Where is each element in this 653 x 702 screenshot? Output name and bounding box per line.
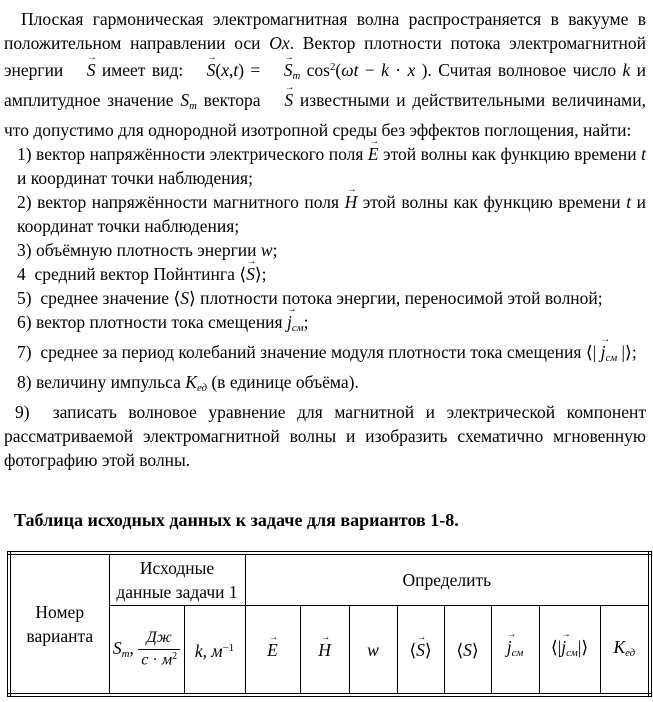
fraction-denominator: $с \cdot м^2$ bbox=[141, 650, 178, 669]
header-k-units: k, $м^{-1}$ bbox=[184, 606, 245, 696]
task-item: 2) вектор напряжённости магнитного поля H → этой волны как функцию времени t и координат точки наблюдения; bbox=[17, 190, 646, 238]
task-item-number: 6) bbox=[17, 312, 36, 333]
header-sm-units bbox=[109, 606, 184, 696]
header-variant-number: Номер варианта bbox=[9, 553, 109, 695]
header-impulse: Kед bbox=[600, 606, 650, 696]
task-item: 4 средний вектор Пойнтинга ⟨S →⟩; bbox=[17, 262, 646, 286]
task-item-number: 1) bbox=[17, 144, 37, 165]
fraction-numerator: Дж bbox=[138, 629, 180, 650]
table-title: Таблица исходных данных к задаче для вариантов 1-8. bbox=[14, 510, 459, 531]
header-e-vector: E → bbox=[245, 606, 300, 696]
task-item: 9) записать волновое уравнение для магнитной и электрической компонент рассматриваемой электромагнитной волны и изобразить схематично мгновенную фотографию этой волны. bbox=[4, 402, 647, 471]
task-item: 5) среднее значение ⟨S⟩ плотности потока энергии, переносимой этой волной; bbox=[17, 288, 603, 309]
task-item: 3) объёмную плотность энергии w; bbox=[17, 240, 278, 261]
task-item: 8) величину импульса Kед (в единице объёма). bbox=[17, 372, 359, 395]
task-list bbox=[4, 142, 646, 472]
problem-statement: Плоская гармоническая электромагнитная волна распространяется в вакууме в положительном направлении оси Ox. Вектор плотности потока электромагнитной энергии S → имеет вид: S →(x,t) = S →m $\cos^2(\omega t - k \cdot x$ ). Считая волновое число k и амплитудное значение Sm вектора S → известными и действительными величинами, что допустимо для однородной изотропной среды без эффектов поглощения, найти: bbox=[4, 7, 646, 142]
task-item-number: 9) bbox=[15, 402, 53, 423]
header-h-vector: H → bbox=[300, 606, 349, 696]
task-item-number: 3) bbox=[17, 240, 36, 261]
header-source-data-group: Исходные данные задачи 1 bbox=[109, 553, 245, 606]
task-item-number: 4 bbox=[17, 264, 35, 285]
header-displacement-current: j →см bbox=[491, 606, 539, 696]
task-item-number: 2) bbox=[17, 192, 38, 213]
task-item: 6) вектор плотности тока смещения j →см; bbox=[17, 310, 646, 340]
header-energy-density: w bbox=[349, 606, 397, 696]
data-table bbox=[7, 551, 652, 697]
task-item-number: 8) bbox=[17, 372, 36, 393]
header-mean-flux: ⟨S⟩ bbox=[444, 606, 491, 696]
task-item-number: 5) bbox=[17, 288, 41, 309]
header-mean-poynting-vector: ⟨S →⟩ bbox=[397, 606, 444, 696]
header-determine-group: Определить bbox=[245, 553, 650, 606]
task-item-number: 7) bbox=[17, 342, 41, 363]
sm-units-fraction bbox=[138, 629, 180, 669]
task-item: 7) среднее за период колебаний значение модуля плотности тока смещения ⟨| j →см |⟩; bbox=[17, 340, 646, 370]
header-mean-displacement-current: ⟨|j →см|⟩ bbox=[539, 606, 600, 696]
sm-symbol: Sm, bbox=[112, 637, 139, 660]
task-item: 1) вектор напряжённости электрического поля E → этой волны как функцию времени t и координат точки наблюдения; bbox=[17, 142, 646, 190]
